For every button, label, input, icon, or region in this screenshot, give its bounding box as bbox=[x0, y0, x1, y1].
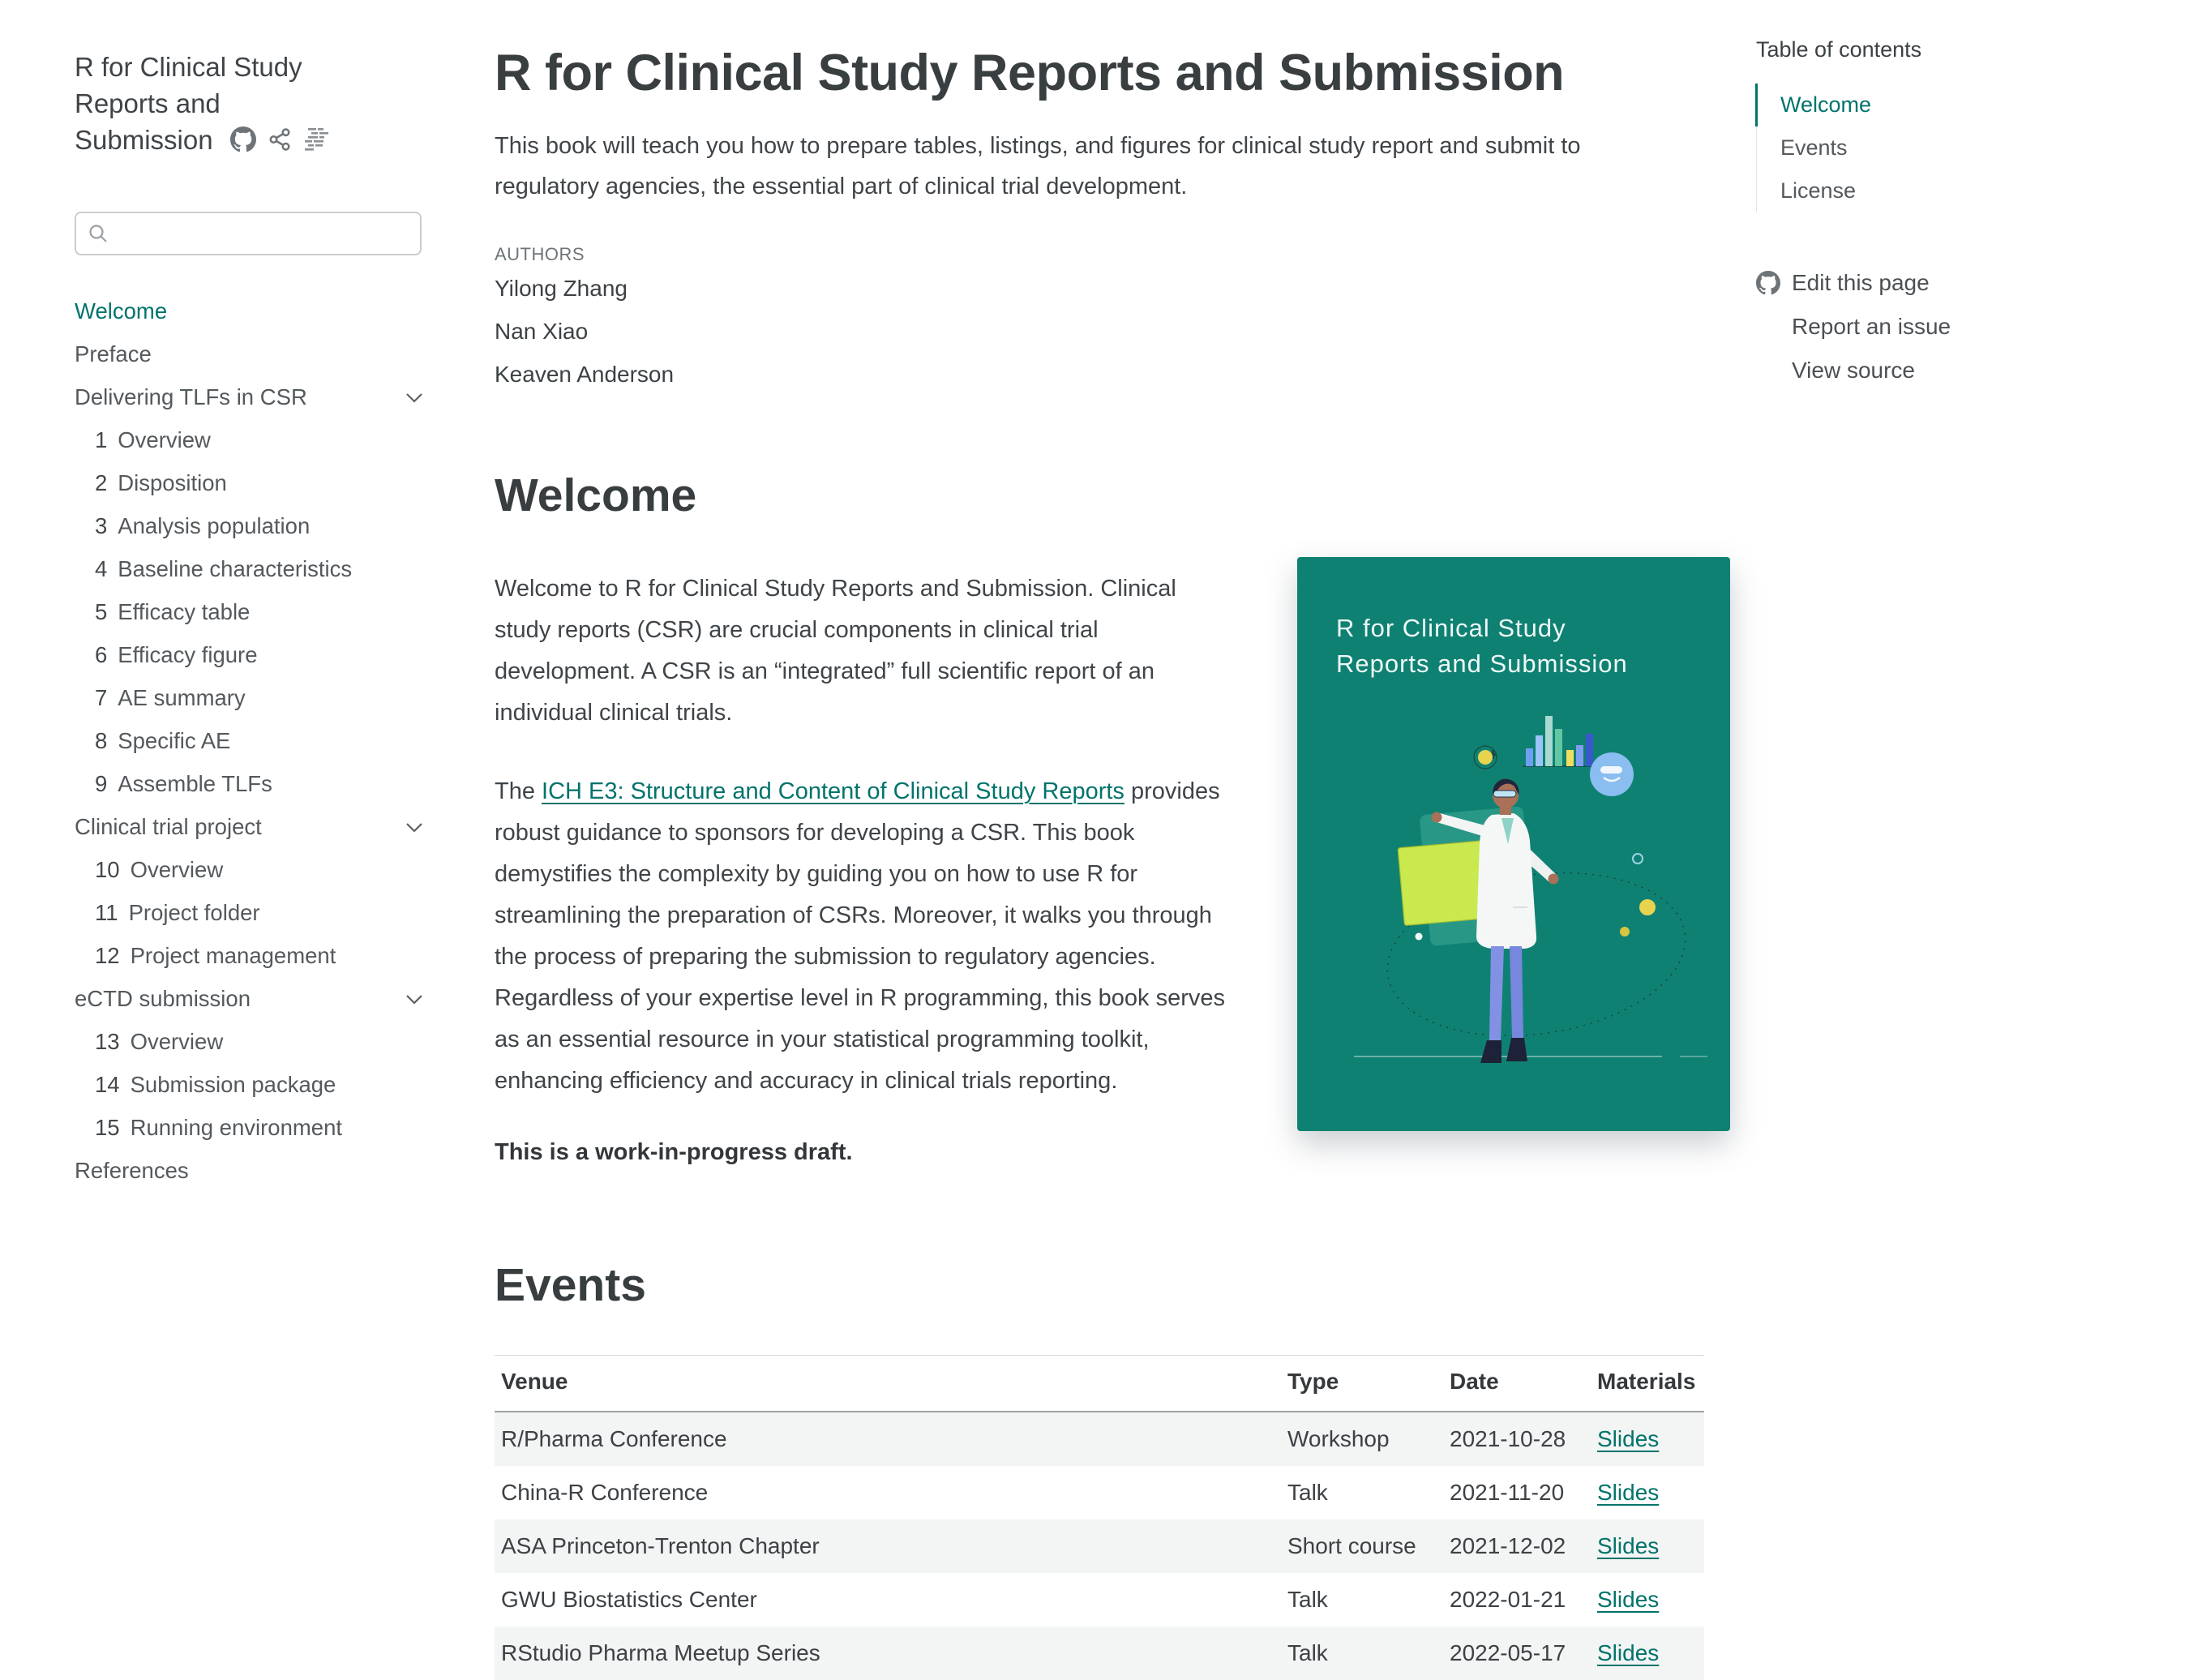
sidebar-item-15-running-environment[interactable] bbox=[75, 1114, 428, 1142]
sidebar-item-clinical-trial-project[interactable] bbox=[75, 813, 428, 841]
report-an-issue-link[interactable] bbox=[1756, 310, 2129, 343]
search-input[interactable] bbox=[117, 221, 409, 247]
book-title-text: R for Clinical Study Reports and Submission bbox=[75, 52, 302, 155]
sidebar-item-label: Delivering TLFs in CSR bbox=[75, 384, 307, 409]
toc-item-events[interactable]: Events bbox=[1780, 135, 1848, 160]
sidebar-item-label: Overview bbox=[118, 427, 211, 452]
ich-e3-link[interactable]: ICH E3: Structure and Content of Clinical Study Reports bbox=[542, 778, 1124, 804]
toc-list bbox=[1756, 84, 2129, 212]
book-title bbox=[75, 49, 358, 158]
chapter-number: 12 bbox=[95, 943, 120, 968]
sidebar-item-label: Clinical trial project bbox=[75, 814, 262, 839]
search-box[interactable] bbox=[75, 212, 422, 255]
sidebar-item-7-ae-summary[interactable] bbox=[75, 684, 428, 712]
share-link[interactable] bbox=[268, 127, 292, 152]
cell-date: 2021-12-02 bbox=[1450, 1532, 1566, 1558]
cell-materials bbox=[1591, 1626, 1704, 1680]
cell-venue: ASA Princeton-Trenton Chapter bbox=[501, 1532, 820, 1558]
sidebar-item-10-overview[interactable] bbox=[75, 856, 428, 884]
chapter-number: 11 bbox=[95, 900, 118, 925]
sidebar-item-label: Preface bbox=[75, 341, 152, 366]
search-icon bbox=[88, 223, 109, 244]
page-title: R for Clinical Study Reports and Submission bbox=[495, 45, 1565, 101]
cover-title-line1: R for Clinical Study bbox=[1336, 613, 1566, 642]
share-icon bbox=[268, 127, 292, 152]
welcome-text bbox=[495, 557, 1236, 1166]
sidebar-item-label: Analysis population bbox=[118, 513, 311, 538]
cell-type: Short course bbox=[1287, 1532, 1416, 1558]
sidebar bbox=[75, 49, 428, 1200]
chapter-number: 10 bbox=[95, 857, 120, 882]
slides-link[interactable]: Slides bbox=[1597, 1425, 1660, 1451]
sidebar-item-label: Overview bbox=[130, 857, 224, 882]
table-row bbox=[495, 1573, 1704, 1626]
section-toggle[interactable] bbox=[405, 994, 423, 1005]
book-description: This book will teach you how to prepare tables, listings, and figures for clinical study report and submit to regulatory agencies, the essential part of clinical trial development. bbox=[495, 133, 1581, 200]
cell-date: 2022-01-21 bbox=[1450, 1586, 1566, 1612]
cell-date: 2022-05-17 bbox=[1450, 1639, 1566, 1665]
sidebar-item-label: References bbox=[75, 1158, 189, 1183]
slides-link[interactable]: Slides bbox=[1597, 1479, 1660, 1505]
welcome-paragraph-1: Welcome to R for Clinical Study Reports and Submission. Clinical study reports (CSR) are crucial components in clinical trial development. A CSR is an “integrated” full scientific report of an individual clinical trials. bbox=[495, 575, 1176, 726]
toc-link-label: Edit this page bbox=[1792, 269, 1930, 295]
cell-type: Talk bbox=[1287, 1586, 1328, 1612]
sidebar-item-label: Welcome bbox=[75, 298, 168, 324]
sidebar-item-label: Project management bbox=[130, 943, 336, 968]
github-icon bbox=[1756, 271, 1780, 295]
sidebar-item-preface[interactable] bbox=[75, 341, 428, 368]
sidebar-item-label: Overview bbox=[130, 1029, 224, 1054]
cell-venue: RStudio Pharma Meetup Series bbox=[501, 1639, 820, 1665]
cell-materials bbox=[1591, 1412, 1704, 1466]
sidebar-item-label: Submission package bbox=[130, 1072, 336, 1097]
report-lines-icon bbox=[303, 126, 331, 152]
draft-note: This is a work-in-progress draft. bbox=[495, 1138, 853, 1165]
edit-this-page-link[interactable] bbox=[1756, 266, 2129, 299]
chapter-number: 7 bbox=[95, 685, 108, 710]
chapter-number: 3 bbox=[95, 513, 108, 538]
view-source-link[interactable] bbox=[1756, 354, 2129, 387]
cell-date: 2021-11-20 bbox=[1450, 1479, 1565, 1505]
chapter-number: 1 bbox=[95, 427, 108, 452]
cell-type: Workshop bbox=[1287, 1425, 1390, 1451]
sidebar-item-label: Running environment bbox=[130, 1115, 343, 1140]
chapter-number: 4 bbox=[95, 556, 108, 581]
cell-venue: R/Pharma Conference bbox=[501, 1425, 727, 1451]
slides-link[interactable]: Slides bbox=[1597, 1532, 1660, 1558]
sidebar-item-2-disposition[interactable] bbox=[75, 469, 428, 497]
column-header-venue: Venue bbox=[495, 1355, 1281, 1412]
report-lines-link[interactable] bbox=[303, 126, 331, 152]
book-cover bbox=[1297, 557, 1730, 1131]
welcome-heading: Welcome bbox=[495, 469, 697, 522]
sidebar-item-label: Assemble TLFs bbox=[118, 771, 272, 796]
sidebar-item-4-baseline-characteristics[interactable] bbox=[75, 555, 428, 583]
cell-type: Talk bbox=[1287, 1479, 1328, 1505]
sidebar-title-icons bbox=[230, 126, 331, 152]
chevron-down-icon bbox=[405, 822, 423, 833]
column-header-materials: Materials bbox=[1591, 1355, 1704, 1412]
chapter-number: 9 bbox=[95, 771, 108, 796]
chapter-number: 15 bbox=[95, 1115, 120, 1140]
chapter-number: 13 bbox=[95, 1029, 120, 1054]
toc-link-label: Report an issue bbox=[1792, 313, 1951, 339]
sidebar-item-label: Project folder bbox=[128, 900, 260, 925]
sidebar-item-label: Disposition bbox=[118, 470, 227, 495]
toc-item-welcome[interactable]: Welcome bbox=[1755, 84, 2129, 126]
cell-type: Talk bbox=[1287, 1639, 1328, 1665]
events-heading: Events bbox=[495, 1258, 646, 1311]
cell-materials bbox=[1591, 1519, 1704, 1573]
welcome-section bbox=[495, 470, 1730, 1166]
slides-link[interactable]: Slides bbox=[1597, 1586, 1660, 1612]
main-content bbox=[495, 45, 1730, 1680]
column-header-date: Date bbox=[1443, 1355, 1591, 1412]
authors-block bbox=[495, 244, 1730, 394]
author-name: Nan Xiao bbox=[495, 319, 589, 345]
chapter-number: 8 bbox=[95, 728, 108, 753]
sidebar-item-6-efficacy-figure[interactable] bbox=[75, 641, 428, 669]
sidebar-item-9-assemble-tlfs[interactable] bbox=[75, 770, 428, 798]
sidebar-item-ectd-submission[interactable] bbox=[75, 985, 428, 1013]
cell-venue: China-R Conference bbox=[501, 1479, 709, 1505]
sidebar-item-delivering-tlfs-in-csr[interactable] bbox=[75, 384, 428, 411]
github-icon bbox=[230, 126, 256, 152]
sidebar-item-14-submission-package[interactable] bbox=[75, 1071, 428, 1099]
sidebar-item-11-project-folder[interactable] bbox=[75, 899, 428, 927]
cell-materials bbox=[1591, 1466, 1704, 1519]
sidebar-item-label: Specific AE bbox=[118, 728, 231, 753]
sidebar-item-label: Baseline characteristics bbox=[118, 556, 353, 581]
events-section bbox=[495, 1260, 1730, 1680]
sidebar-item-3-analysis-population[interactable] bbox=[75, 512, 428, 540]
sidebar-item-12-project-management[interactable] bbox=[75, 942, 428, 970]
events-table bbox=[495, 1355, 1704, 1680]
welcome-paragraph-2 bbox=[495, 771, 1236, 1102]
events-table-header bbox=[495, 1355, 1704, 1412]
table-row bbox=[495, 1466, 1704, 1519]
sidebar-item-8-specific-ae[interactable] bbox=[75, 727, 428, 755]
toc-links bbox=[1756, 266, 2129, 387]
sidebar-item-13-overview[interactable] bbox=[75, 1028, 428, 1056]
sidebar-item-label: Efficacy table bbox=[118, 599, 251, 624]
paragraph-text: The bbox=[495, 778, 542, 804]
sidebar-item-label: AE summary bbox=[118, 685, 246, 710]
sidebar-item-5-efficacy-table[interactable] bbox=[75, 598, 428, 626]
chevron-down-icon bbox=[405, 994, 423, 1005]
authors-list bbox=[495, 268, 1730, 394]
toc-heading: Table of contents bbox=[1756, 37, 1922, 62]
paragraph-text: provides robust guidance to sponsors for developing a CSR. This book demystifies the complexity by guiding you on how to use R for streamlining the preparation of CSRs. Moreover, it walks you through the process of preparing the submission to regulatory agencies. Regardless of your expertise level in R programming, this book serves as an essential resource in your statistical programming toolkit, enhancing efficiency and accuracy in clinical trials reporting. bbox=[495, 778, 1226, 1094]
sidebar-item-welcome[interactable] bbox=[75, 298, 428, 325]
author-name: Keaven Anderson bbox=[495, 362, 675, 388]
table-row bbox=[495, 1626, 1704, 1680]
chapter-number: 2 bbox=[95, 470, 108, 495]
sidebar-item-label: Efficacy figure bbox=[118, 642, 258, 667]
slides-link[interactable]: Slides bbox=[1597, 1639, 1660, 1665]
section-toggle[interactable] bbox=[405, 822, 423, 833]
cell-materials bbox=[1591, 1573, 1704, 1626]
sidebar-item-references[interactable] bbox=[75, 1157, 428, 1185]
authors-label: AUTHORS bbox=[495, 244, 585, 265]
chapter-number: 6 bbox=[95, 642, 108, 667]
sidebar-item-1-overview[interactable] bbox=[75, 426, 428, 454]
toc-panel bbox=[1756, 37, 2129, 397]
section-toggle[interactable] bbox=[405, 392, 423, 403]
toc-link-label: View source bbox=[1792, 357, 1916, 383]
table-row bbox=[495, 1412, 1704, 1466]
cell-venue: GWU Biostatistics Center bbox=[501, 1586, 757, 1612]
cover-title-line2: Reports and Submission bbox=[1336, 649, 1628, 678]
chapter-number: 5 bbox=[95, 599, 108, 624]
chevron-down-icon bbox=[405, 392, 423, 403]
github-link[interactable] bbox=[230, 126, 256, 152]
table-row bbox=[495, 1519, 1704, 1573]
toc-item-license[interactable]: License bbox=[1780, 178, 1857, 203]
cell-date: 2021-10-28 bbox=[1450, 1425, 1566, 1451]
cover-illustration bbox=[1297, 557, 1730, 1131]
sidebar-nav bbox=[75, 298, 428, 1185]
author-name: Yilong Zhang bbox=[495, 276, 628, 302]
sidebar-item-label: eCTD submission bbox=[75, 986, 251, 1011]
column-header-type: Type bbox=[1281, 1355, 1443, 1412]
chapter-number: 14 bbox=[95, 1072, 120, 1097]
